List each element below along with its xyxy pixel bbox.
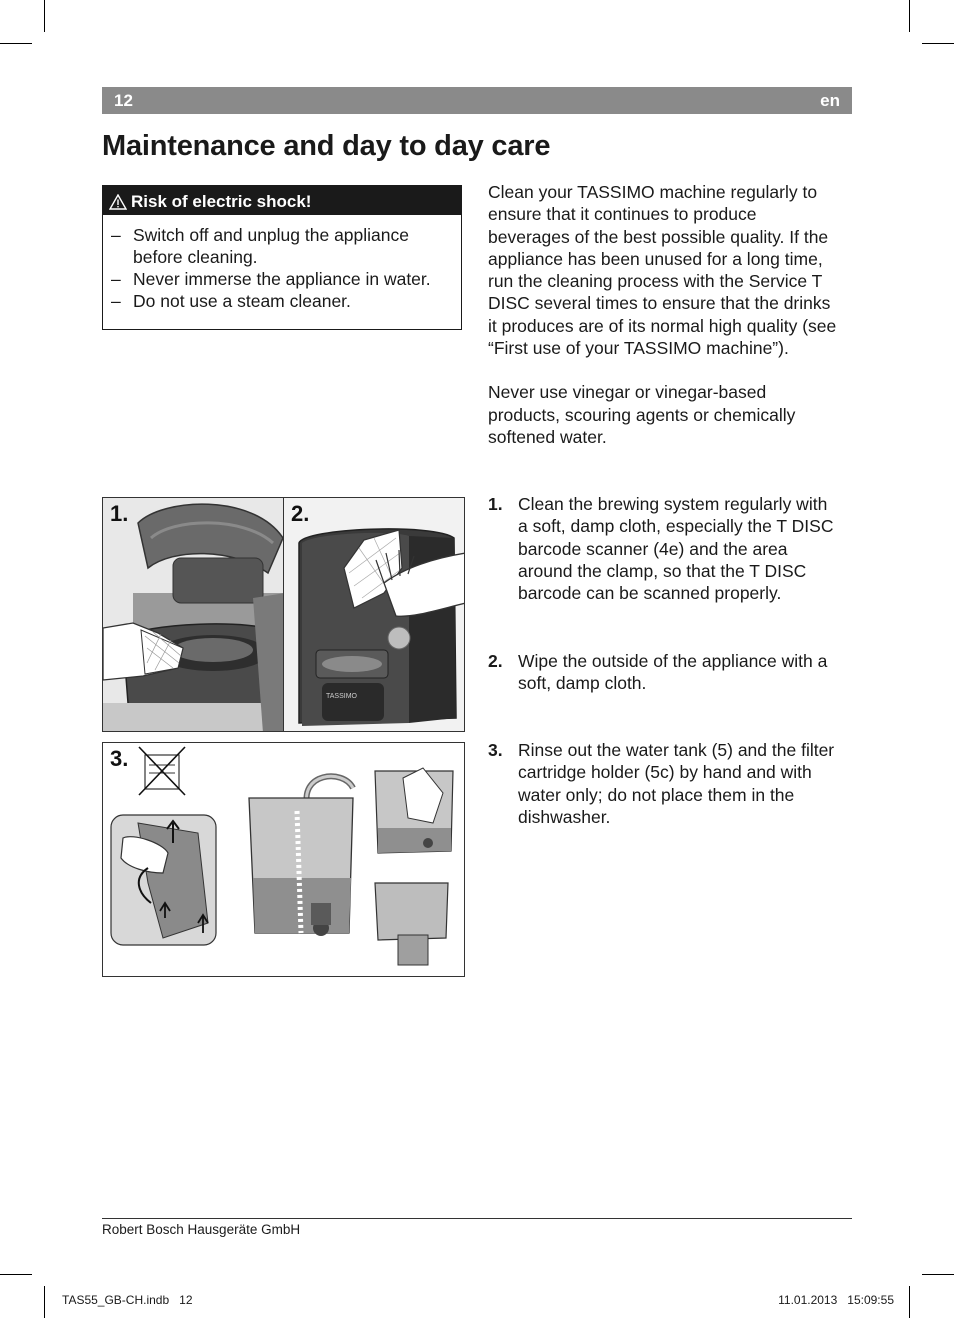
- page-header-bar: [102, 87, 852, 114]
- crop-mark: [922, 1274, 954, 1275]
- step-text: Clean the brewing system regularly with a soft, damp cloth, especially the T DISC barcode scanner (4e) and the area around the clamp, so that the T DISC barcode can be scanned properly.: [518, 494, 834, 604]
- figure-label: 1.: [110, 501, 129, 526]
- figure-label: 2.: [291, 501, 310, 526]
- warning-heading-text: Risk of electric shock!: [131, 192, 312, 211]
- print-datetime: 11.01.2013 15:09:55: [778, 1293, 894, 1307]
- machine-exterior-illustration: [284, 498, 465, 732]
- figure-label: 3.: [110, 746, 129, 771]
- crop-mark: [0, 1274, 32, 1275]
- step-number: 2.: [488, 651, 503, 671]
- intro-paragraph: Never use vinegar or vinegar-based products, scouring agents or chemically softened water.: [488, 382, 796, 447]
- step-2: [488, 650, 840, 695]
- warning-box: [102, 185, 462, 330]
- intro-paragraph: Clean your TASSIMO machine regularly to ensure that it continues to produce beverages of the best possible quality. If the appliance has been unused for a long time, run the cleaning process with the Service T DISC several times to ensure that the drinks it produces are of its normal high quality (see “First use of your TASSIMO machine”).: [488, 182, 837, 359]
- warning-triangle-icon: [109, 194, 127, 210]
- warning-list: [103, 215, 461, 312]
- figure-2-wiping-outside: [283, 497, 465, 732]
- step-number: 1.: [488, 494, 503, 514]
- step-text: Wipe the outside of the appliance with a soft, damp cloth.: [518, 651, 828, 694]
- crop-mark: [909, 0, 910, 32]
- machine-brand-text: TASSIMO: [326, 693, 357, 700]
- page-number: 12: [114, 91, 133, 110]
- step-number: 3.: [488, 740, 503, 760]
- brew-chamber-illustration: [103, 498, 284, 732]
- step-3: [488, 739, 840, 828]
- page-title: Maintenance and day to day care: [102, 130, 551, 162]
- crop-mark: [44, 1286, 45, 1318]
- company-name: Robert Bosch Hausgeräte GmbH: [102, 1222, 301, 1237]
- list-item: – Never immerse the appliance in water.: [111, 269, 431, 289]
- step-1: [488, 493, 840, 604]
- water-tank-illustration: [103, 743, 465, 977]
- footer-divider: [102, 1218, 852, 1219]
- file-slug: TAS55_GB-CH.indb 12: [62, 1293, 193, 1307]
- figure-1-cleaning-brew-chamber: [102, 497, 284, 732]
- crop-mark: [922, 43, 954, 44]
- intro-text: [488, 181, 840, 448]
- language-code: en: [820, 91, 840, 110]
- list-item: – Switch off and unplug the appliance before cleaning.: [111, 225, 409, 267]
- crop-mark: [0, 43, 32, 44]
- warning-heading: [103, 186, 461, 215]
- step-text: Rinse out the water tank (5) and the filter cartridge holder (5c) by hand and with water only; do not place them in the dishwasher.: [518, 740, 835, 827]
- figure-3-rinsing-tank: [102, 742, 465, 977]
- list-item: – Do not use a steam cleaner.: [111, 291, 351, 311]
- crop-mark: [909, 1286, 910, 1318]
- crop-mark: [44, 0, 45, 32]
